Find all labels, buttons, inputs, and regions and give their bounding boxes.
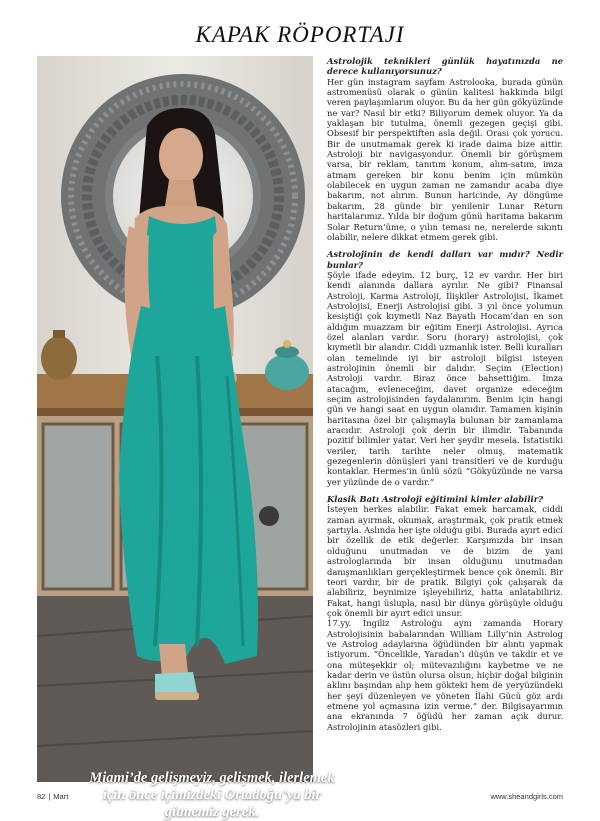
- pull-quote: Miami’de gelişmeyiz, gelişmek, ilerlemek için önce içimizdeki Ortadoğu’ya bir gitmemiz gerek.: [89, 770, 335, 820]
- footer-separator: |: [48, 792, 51, 801]
- page-number: 82: [37, 792, 46, 801]
- answer-2: Şöyle ifade edeyim. 12 burç, 12 ev vardır. Her biri kendi alanında dallara ayrılır. Ne gibi? Finansal Astroloji, Karma Astroloji, İlişkiler Astrolojisi, İkamet Astrolojisi, Enerji Astrolojisi gibi. 3 yıl önce yolumun kesiştiği çok kıymetli Naz Bayatlı Hocam’dan en son aldığım muazzam bir eğitim Enerji Astrolojisi. Ayrıca özel alanları vardır. Soru (horary) astrolojisi, çok kıymetli bir alandır. Ciddi uzmanlık ister. Belli kuralları olan temelinde iyi bir astroloji bilgisi isteyen astrolojinin önemli bir dalıdır. Seçim (Election) Astroloji vardır. Biraz önce bahsettiğim. İmza atacağım, evleneceğim, davet organize edeceğim seçim astrolojisinden faydalanırım. Benim için hangi gün ve hangi saat en uygun olanıdır. Tamamen kişinin haritasına özel bir çalışmayla bulunan bir zamanlama aracıdır. Astroloji çok derin bir ilimdir. Tabanında pozitif bilimler yatar. Veri her şeydir mesela. İstatistiki veriler, tarih tarihte neler olmuş, matematik gezegenlerin dönüşleri yani transitleri ve de kurduğu kontaklar. Hermes’in ünlü sözü “Gökyüzünde ne varsa yer yüzünde de o vardır.”: [327, 269, 563, 487]
- issue-month: Mart: [53, 792, 69, 801]
- answer-3-continued: 17.yy. İngiliz Astroloğu aynı zamanda Horary Astrolojisinin babalarından William Lilly’nin Astrolog ve Astrolog adaylarına öğüdünden bir alıntı yapmak istiyorum. “Öncelikle, Yaradan’ı düşün ve takdir et ve ona müteşekkir ol; mütevazılığını kaybetme ve ne kadar derin ve üstün olursa olsun, hiçbir doğal bilginin aklını başından alıp hem gökteki hem de yeryüzündeki her şeyi düzenleyen ve yöneten İlahi Gücü göz ardı etmene yol açmasına izin verme.” der. Bilgisayarımın ana ekranında 7 öğüdü her zaman açık durur. Astrolojinin atasözleri gibi.: [327, 618, 563, 732]
- page-footer: [37, 792, 68, 801]
- question-3: Klasik Batı Astroloji eğitimini kimler alabilir?: [327, 494, 544, 505]
- section-title: KAPAK RÖPORTAJI: [195, 22, 405, 47]
- answer-1: Her gün instagram sayfam Astrolooka, burada günün astromenüsü olarak o günün kalitesi hakkında bilgi veren paylaşımlarım oluyor. Bu da her gün gökyüzünde ne var? Nasıl bir etki? Biliyorum demek oluyor. Ya da yaklaşan bir tutulma, önemli gezegen geçişi gibi. Obsesif bir perspektiften asla değil. Orası çok yorucu. Bir de unutmamak gerek ki irade daima bize aittir. Astroloji bir navigasyondur. Önemli bir görüşmem varsa, bir reklam, tanıtım konum, alım-satım, imza atmam gereken bir konu benim için mümkün olabilecek en uygun zaman ne zamandır acaba diye bakarım, not alırım. Bunun haricinde, Ay döngüme bakarım, 28 günde bir yenilenir Lunar Return haritalarımız. Yılda bir doğum günü haritama bakarım Solar Return’üme, o yılın teması ne, nerelerde sıkıntı olabilir, nelere dikkat etmem gerek gibi.: [327, 76, 563, 242]
- article-body: [327, 56, 563, 739]
- website-link[interactable]: www.sheandgirls.com: [490, 792, 563, 801]
- answer-3: İsteyen herkes alabilir. Fakat emek harcamak, ciddi zaman ayırmak, okumak, araştırmak, çok pratik etmek şartıyla. Aslında her işte olduğu gibi. Burada ayırt edici bir özellik de etik değerler. Karşımızda bir insan olduğunu unutmadan ve de bizim de yani astrologlarında bir insan olduğunu unutmadan danışmanlıkları gerçekleştirmek bence çok önemli. Bir teori vardır, bir de pratik. Bilgiyi çok çalışarak da alabiliriz, beynimize işleyebiliriz, hatta anlatabiliriz. Fakat, hangi üslupla, nasıl bir dünya görüşüyle olduğu çok önemli bir ayırt edici unsur.: [327, 504, 563, 618]
- question-2: Astrolojinin de kendi dalları var mıdır? Nedir bunlar?: [327, 249, 563, 270]
- question-1: Astrolojik teknikleri günlük hayatınızda ne derece kullanıyorsunuz?: [327, 56, 563, 77]
